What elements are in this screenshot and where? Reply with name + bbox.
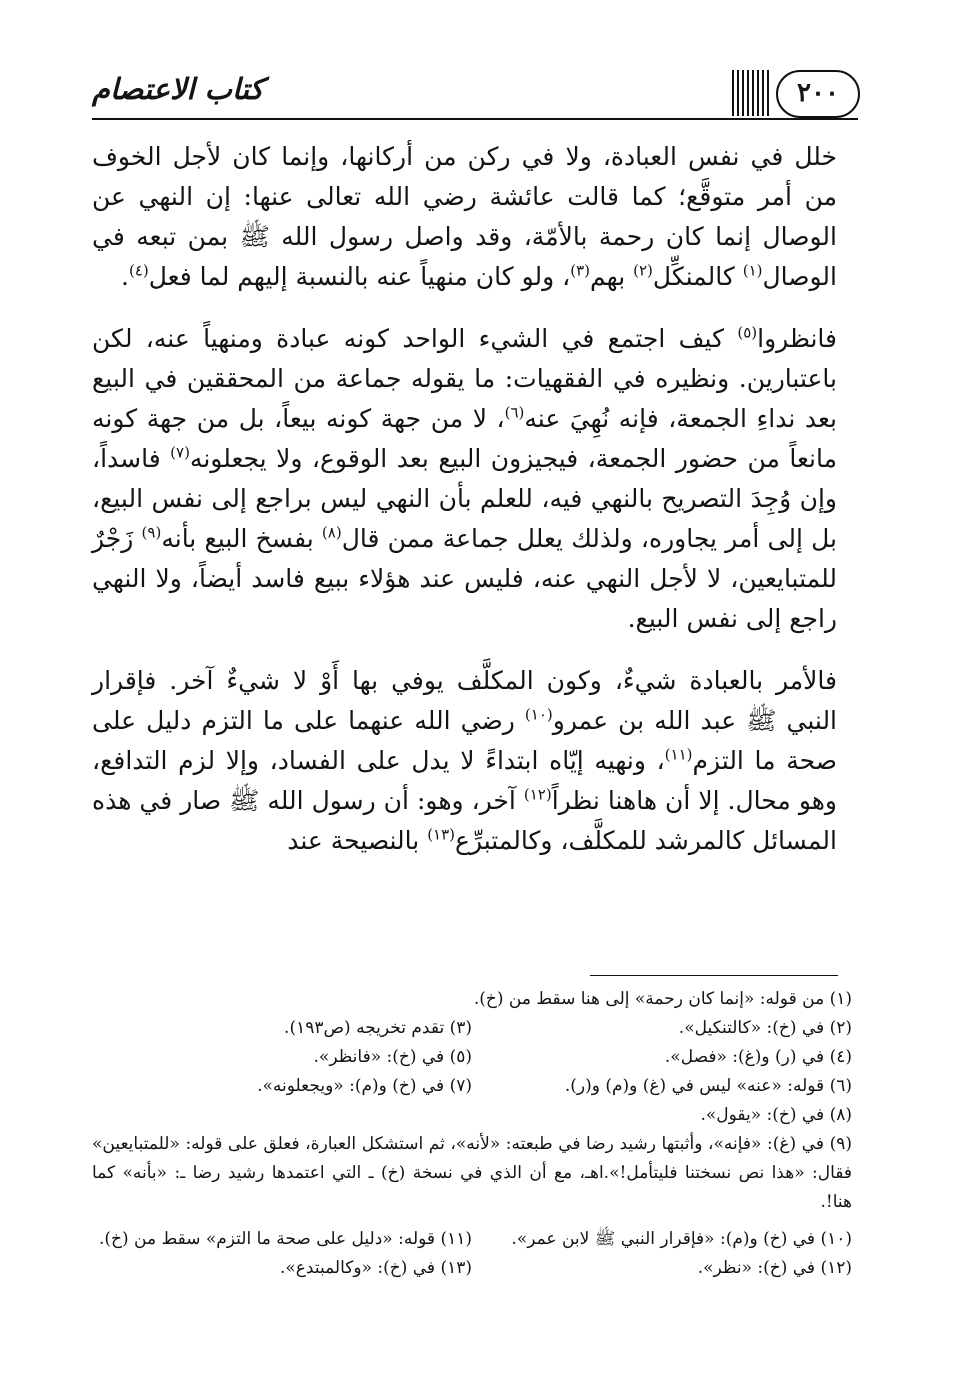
footnote-marker: (٣) [570,261,591,280]
book-title: كتاب الاعتصام [92,72,264,106]
footnote-2: (٢) في (خ): «كالتنكيل». [678,1018,852,1038]
text-run: فانظروا [757,324,837,353]
page-number: ٢٠٠ [776,70,860,118]
footnote-marker: (٢) [633,261,653,280]
text-run: زَجْرٌ للمتبايعين، لا لأجل النهي عنه، فليس عند هؤلاء ببيع فاسد أيضاً، ولا النهي راجع إلى نفس البيع. [92,524,837,633]
footnote-5: (٥) في (خ): «فانظر». [313,1047,472,1067]
paragraph [92,661,837,861]
text-run: خلل في نفس العبادة، ولا في ركن من أركانها، وإنما كان لأجل الخوف من أمر متوقَّع؛ كما قالت عائشة رضي الله تعالى عنها: إن النهي عن الوصال إنما كان رحمة بالأمّة، وقد واصل رسول الله ﷺ بمن تبعه في الوصال [92,142,837,291]
footnote-marker: (٤) [128,261,149,280]
text-run: كالمنكِّل [652,262,743,291]
footnote-11: (١١) قوله: «دليل على صحة ما التزم» سقط من (خ). [98,1229,472,1249]
footnote-marker: (٧) [170,443,190,462]
text-run: بالنصيحة عند [287,826,428,855]
footnote-7: (٧) في (خ) و(م): «ويجعلونه». [257,1076,472,1096]
footnote-divider [590,975,838,976]
footnote-marker: (٦) [504,403,525,422]
text-run: . [121,262,129,291]
text-run: بهم [590,262,634,291]
footnote-marker: (٨) [321,523,342,542]
text-run: ، لا من جهة كونه بيعاً، بل من جهة كونه مانعاً من حضور الجمعة، فيجيزون البيع بعد الوقوع، ولا يجعلونه [92,404,837,473]
footnote-1: (١) من قوله: «إنما كان رحمة» إلى هنا سقط من (خ). [473,989,852,1009]
text-run: رضي الله عنهما على ما التزم دليل على صحة ما التزم [92,706,837,775]
footnotes [92,985,852,1283]
footnote-12: (١٢) في (خ): «نظر». [697,1258,852,1278]
text-run: آخر، وهو: أن رسول الله ﷺ صار في هذه المسائل كالمرشد للمكلَّف، وكالمتبرِّع [92,786,837,855]
footnote-10: (١٠) في (خ) و(م): «فإقرار النبي ﷺ لابن عمر». [511,1229,852,1249]
footnote-13: (١٣) في (خ): «وكالمبتدع». [279,1258,472,1278]
footnote-marker: (٩) [141,523,162,542]
footnote-marker: (١٢) [523,785,552,804]
paragraph [92,137,837,297]
footnote-9: (٩) في (غ): «فإنه»، وأثبتها رشيد رضا في طبعته: «لأنه»، ثم استشكل العبارة، فعلق على قوله: «للمتبايعين» فقال: «هذا نص نسختنا فليتأمل!».اهـ، مع أن الذي في نسخة (خ) ـ التي اعتمدها رشيد رضا ـ: «بأنه» كما هنا!. [92,1134,852,1212]
footnote-marker: (١٣) [427,825,456,844]
main-text [92,137,837,861]
footnote-marker: (١) [742,261,763,280]
footnote-3: (٣) تقدم تخريجه (ص١٩٣). [284,1018,472,1038]
footnote-8: (٨) في (خ): «يقول». [700,1105,852,1125]
header-rule [92,118,858,120]
text-run: فالأمر بالعبادة شيءٌ، وكون المكلَّف يوفي بها أَوْ لا شيءٌ آخر. فإقرار النبي ﷺ عبد الله بن عمرو [92,666,838,735]
paragraph [92,319,837,639]
footnote-marker: (١١) [664,745,693,764]
text-run: بفسخ البيع بأنه [161,524,322,553]
footnote-4: (٤) في (ر) و(غ): «فصل». [664,1047,852,1067]
footnote-marker: (٥) [737,323,758,342]
page-header [92,66,858,124]
text-run: ، ونهيه إيّاه ابتداءً لا يدل على الفساد، وإلا لزم التدافع، وهو محال. إلا أن هاهنا نظراً [92,746,837,815]
text-run: ، ولو كان منهياً عنه بالنسبة إليهم لما فعل [148,262,571,291]
footnote-6: (٦) قوله: «عنه» ليس في (غ) و(م) و(ر). [564,1076,852,1096]
header-ornament-bars [732,70,772,116]
text-run: كيف اجتمع في الشيء الواحد كونه عبادة ومنهياً عنه، لكن باعتبارين. ونظيره في الفقهيات: ما يقوله جماعة من المحققين في البيع بعد نداءِ الجمعة، فإنه نُهِيَ عنه [92,324,837,433]
footnote-marker: (١٠) [524,705,553,724]
text-run: فاسداً، وإن وُجِدَ التصريح بالنهي فيه، للعلم بأن النهي ليس براجع إلى نفس البيع، بل إلى أمر يجاوره، ولذلك يعلل جماعة ممن قال [92,444,838,553]
